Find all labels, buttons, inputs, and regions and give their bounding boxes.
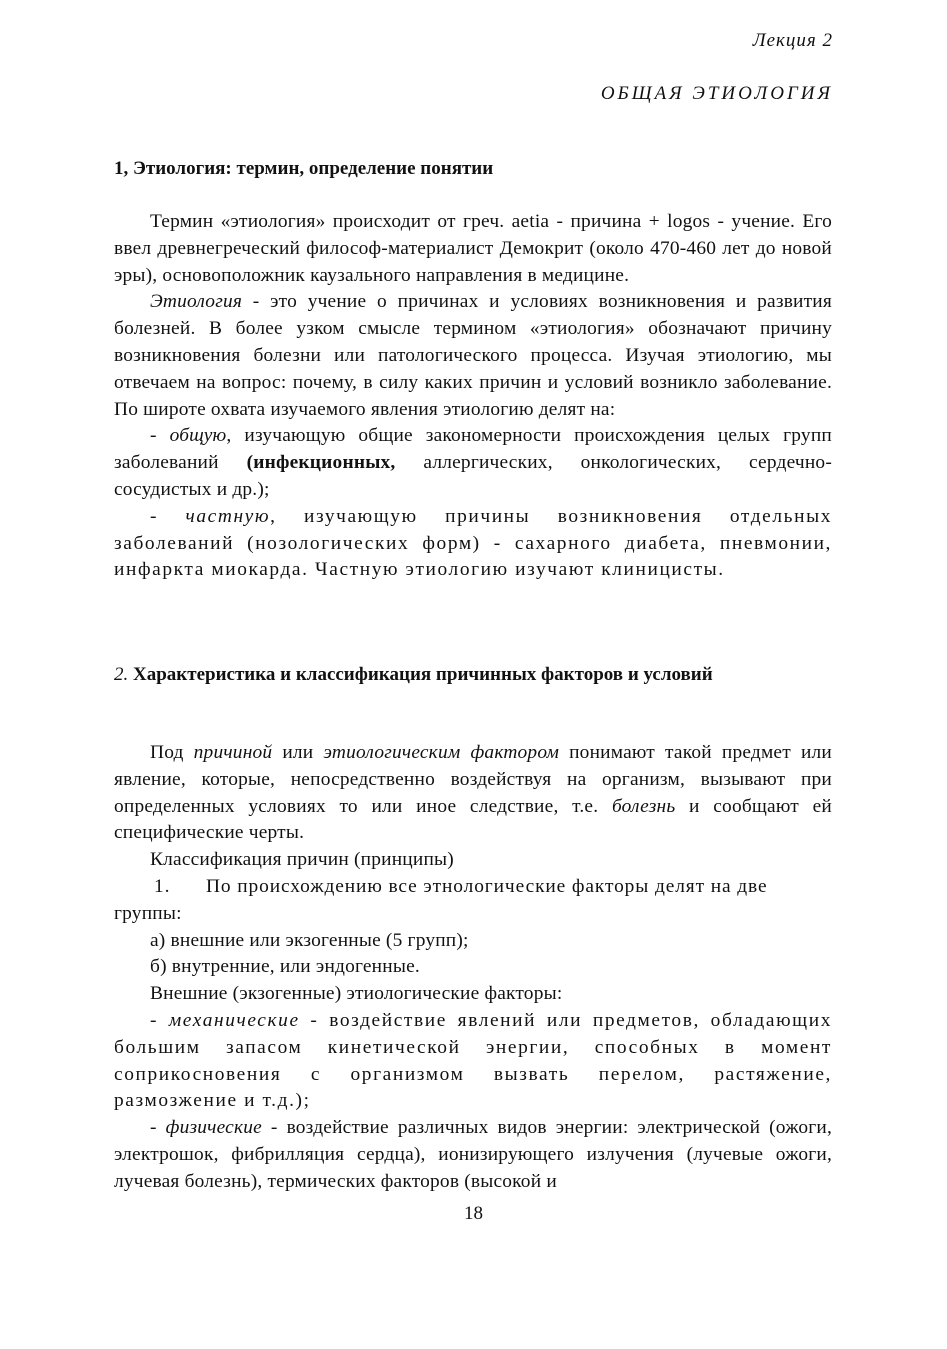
section-2-heading — [114, 661, 834, 688]
mechanical-text: - воздействие явлений или предметов, обладающих большим запасом кинетической энергии, способных в момент соприкосновения с организмом вызвать перелом, растяжение, размозжение и т.д.); — [114, 1009, 832, 1112]
physical-text: - воздействие различных видов энергии: электрической (ожоги, электрошок, фибрилляция сердца), ионизирующего излучения (лучевые ожоги, лучевая болезнь), термических факторов (высокой и — [114, 1117, 832, 1192]
item-marker: 1. — [154, 875, 171, 897]
paragraph-definition — [114, 289, 832, 423]
section-2-body — [114, 740, 832, 1196]
heading-number: 2. — [114, 664, 129, 685]
definition-text: - это учение о причинах и условиях возникновения и развития болезней. В более узком смысле термином «этиология» обозначают причину возникновения болезни или патологического процесса. Изучая этиологию, мы отвечаем на вопрос: почему, в силу каких причин и условий возникло заболевание. По широте охвата изучаемого явления этиологию делят на: — [114, 291, 832, 420]
particular-text: , изучающую причины возникновения отдельных заболеваний (нозологических форм) - сахарного диабета, пневмонии, инфаркта миокарда. Частную этиологию изучают клиницисты. — [114, 505, 833, 581]
bold-infectious: (инфекционных, — [246, 452, 396, 474]
paragraph-mechanical — [114, 1008, 832, 1115]
paragraph-physical — [114, 1115, 832, 1195]
numbered-item-1 — [114, 874, 832, 901]
page-number: 18 — [464, 1203, 483, 1224]
section-1-heading: 1, Этиология: термин, определение понятии — [114, 158, 494, 179]
dash: - — [150, 1117, 166, 1139]
text: Под — [150, 742, 194, 763]
text: и сообщают ей специфические черты. — [114, 795, 832, 844]
lecture-title: ОБЩАЯ ЭТИОЛОГИЯ — [600, 83, 833, 104]
term-physical: физические — [165, 1117, 262, 1139]
item-b: б) внутренние, или эндогенные. — [150, 956, 420, 978]
classification-line: Классификация причин (принципы) — [150, 849, 454, 871]
lecture-number: Лекция 2 — [752, 30, 833, 51]
term-etiology: Этиология — [150, 291, 243, 313]
general-text: , изучающую общие закономерности происхождения целых групп заболеваний — [114, 425, 832, 474]
section-1-body — [114, 209, 832, 584]
item-text: По происхождению все этнологические факторы делят на две — [206, 875, 768, 897]
text: понимают такой предмет или явление, которые, непосредственно воздействуя на организм, вызывают при определенных условиях то или иное следствие, т.е. — [114, 742, 832, 817]
term-cause: причиной — [193, 742, 273, 763]
dash: - — [150, 425, 170, 447]
text: или — [272, 742, 324, 763]
term-particular: частную — [185, 505, 271, 527]
heading-text: Характеристика и классификация причинных факторов и условий — [128, 664, 713, 685]
paragraph-particular-etiology — [114, 504, 832, 584]
external-factors-line: Внешние (экзогенные) этиологические факторы: — [150, 983, 563, 1005]
paragraph-etymology: Термин «этиология» происходит от греч. aetia - причина + logos - учение. Его ввел древнегреческий философ-материалист Демокрит (около 470-460 лет до новой эры), основоположник каузального направления в медицине. — [114, 211, 832, 286]
term-general: общую — [169, 425, 227, 447]
term-etiological-factor: этиологическим фактором — [323, 742, 560, 763]
paragraph-cause-definition — [114, 740, 832, 847]
numbered-item-1-continuation: группы: — [114, 902, 182, 924]
general-text-rest: аллергических, онкологических, сердечно-сосудистых и др.); — [114, 452, 832, 500]
paragraph-general-etiology — [114, 423, 832, 503]
term-disease: болезнь — [611, 795, 676, 817]
dash: - — [150, 505, 186, 527]
term-mechanical: механические — [168, 1009, 300, 1031]
dash: - — [150, 1009, 169, 1031]
item-a: а) внешние или экзогенные (5 групп); — [150, 929, 469, 951]
